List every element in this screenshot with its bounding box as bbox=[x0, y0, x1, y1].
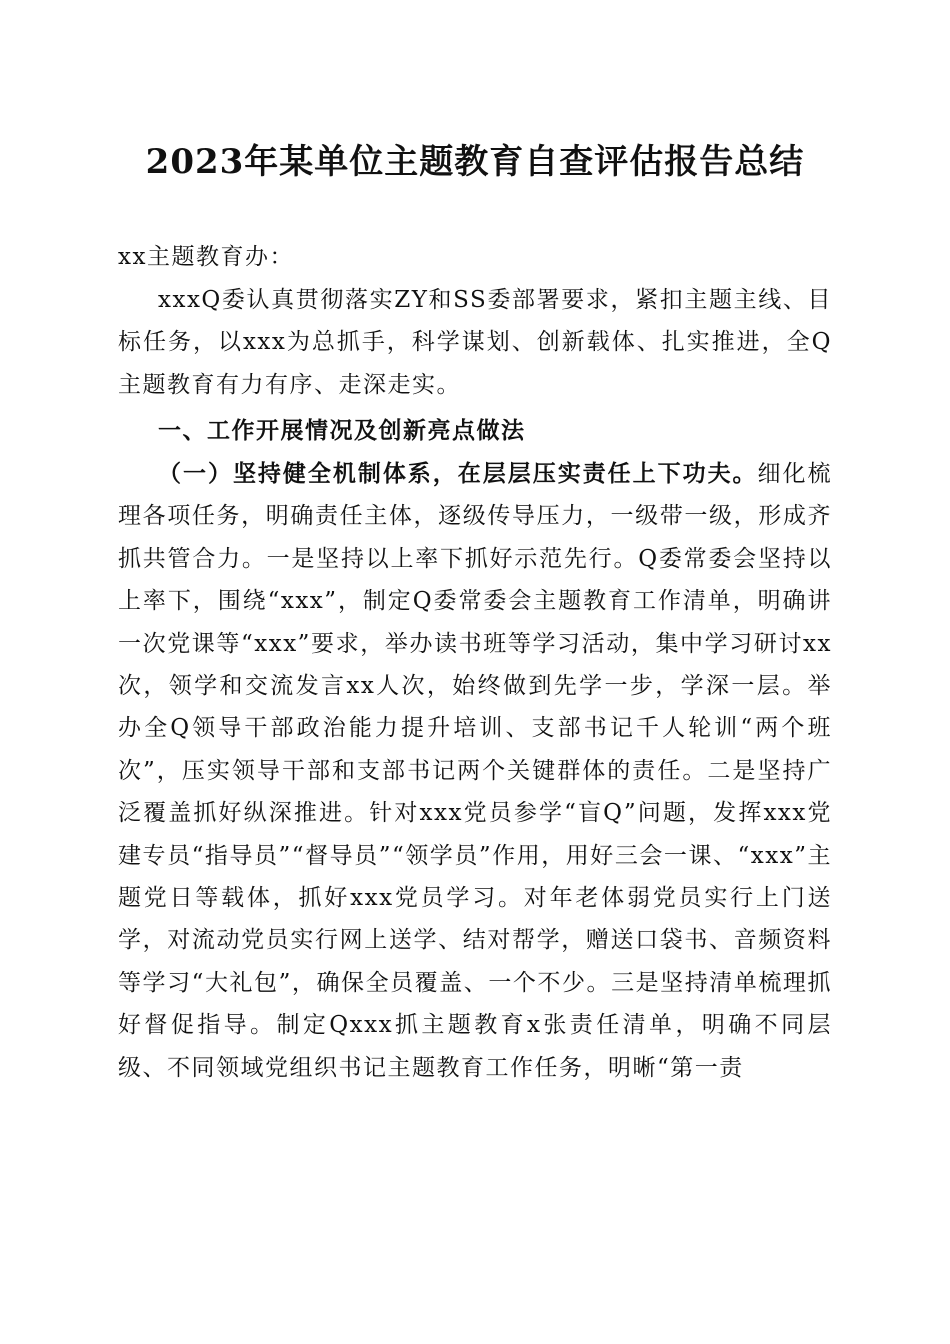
paragraph-lead: （一）坚持健全机制体系，在层层压实责任上下功夫。 bbox=[158, 461, 758, 487]
document-title: 2023年某单位主题教育自查评估报告总结 bbox=[145, 142, 805, 182]
section-heading: 一、工作开展情况及创新亮点做法 bbox=[158, 418, 526, 444]
paragraph-body: 细化梳理各项任务，明确责任主体，逐级传导压力，一级带一级，形成齐抓共管合力。一是坚持以上率下抓好示范先行。Q委常委会坚持以上率下，围绕“xxx”，制定Q委常委会主题教育工作清单，明确讲一次党课等“xxx”要求，举办读书班等学习活动，集中学习研讨xx次，领学和交流发言xx人次，始终做到先学一步，学深一层。举办全Q领导干部政治能力提升培训、支部书记千人轮训“两个班次”，压实领导干部和支部书记两个关键群体的责任。二是坚持广泛覆盖抓好纵深推进。针对xxx党员参学“盲Q”问题，发挥xxx党建专员“指导员”“督导员”“领学员”作用，用好三会一课、“xxx”主题党日等载体，抓好xxx党员学习。对年老体弱党员实行上门送学，对流动党员实行网上送学、结对帮学，赠送口袋书、音频资料等学习“大礼包”，确保全员覆盖、一个不少。三是坚持清单梳理抓好督促指导。制定Qxxx抓主题教育x张责任清单，明确不同层级、不同领域党组织书记主题教育工作任务，明晰“第一责 bbox=[118, 461, 833, 1081]
salutation: xx主题教育办： bbox=[118, 244, 294, 270]
section-paragraph bbox=[118, 453, 832, 1089]
intro-paragraph: xxxQ委认真贯彻落实ZY和SS委部署要求，紧扣主题主线、目标任务，以xxx为总抓手，科学谋划、创新载体、扎实推进，全Q主题教育有力有序、走深走实。 bbox=[118, 287, 832, 398]
